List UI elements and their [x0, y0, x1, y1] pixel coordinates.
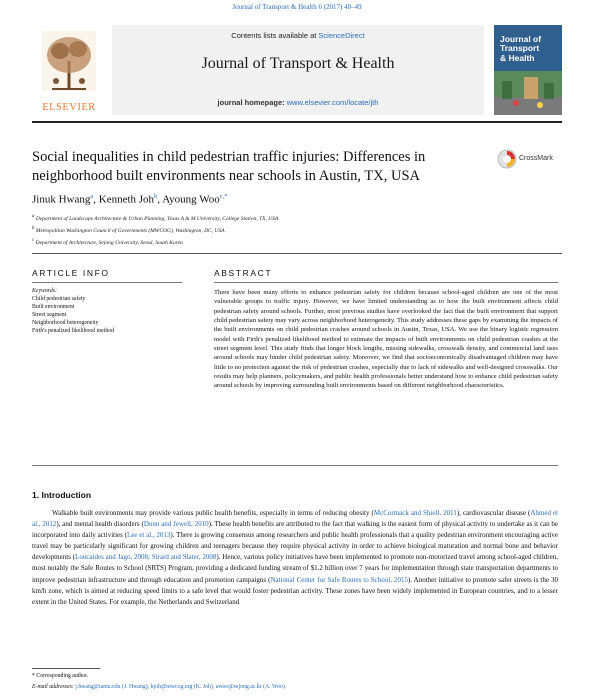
affiliation	[32, 212, 552, 224]
email-label: E-mail addresses:	[32, 684, 74, 690]
journal-citation[interactable]: Journal of Transport & Health 6 (2017) 40–49	[232, 3, 362, 11]
citation-link[interactable]: Loucaides and Jago, 2008; Sirard and Slater, 2008	[75, 553, 217, 562]
citation-link[interactable]: National Center for Safe Routes to School, 2015	[270, 575, 408, 584]
elsevier-logo[interactable]	[32, 25, 106, 115]
cover-photo-icon	[494, 71, 562, 115]
cover-title-line3: & Health	[500, 52, 535, 63]
journal-title: Journal of Transport & Health	[201, 55, 395, 72]
email-addresses[interactable]: j.hwang@tamu.edu (J. Hwang), kjoh@mwcog.org (K. Joh), awoo@sejong.ac.kr (A. Woo).	[75, 684, 287, 690]
keywords-block	[32, 287, 202, 335]
author-affil-marker[interactable]: b	[154, 193, 158, 200]
homepage-line	[112, 98, 484, 107]
contents-line	[112, 31, 484, 40]
author-name[interactable]: Jinuk Hwang	[32, 193, 91, 206]
paragraph-text: ). Another initiative to promote safer streets is the 30 km/h zone, which is aimed at reducing speed limits to a safe level that would foster pedestrian activity. These zones have been widely implemented in European countries, and to a lesser extent in the United States. For example, the Netherlands and Switzerland	[32, 575, 558, 606]
keyword-item: Street segment	[32, 312, 67, 318]
introduction-paragraph	[32, 508, 558, 608]
abstract-bottom-rule	[32, 465, 558, 466]
cover-title	[500, 35, 541, 63]
author-name[interactable]: Kenneth Joh	[98, 193, 155, 206]
keyword-item: Child pedestrian safety	[32, 296, 86, 302]
paragraph-text: ), cardiovascular disease (	[456, 509, 531, 517]
author-affil-marker[interactable]: c,*	[219, 193, 228, 200]
keyword-item: Firth's penalized likelihood method	[32, 328, 115, 334]
article-title: Social inequalities in child pedestrian traffic injuries: Differences in neighborhood built environments near schools in Austin, TX, USA	[32, 149, 426, 184]
contents-prefix: Contents lists available at	[231, 31, 317, 40]
homepage-prefix: journal homepage:	[217, 98, 285, 107]
abstract-heading: ABSTRACT	[214, 268, 273, 278]
sciencedirect-link[interactable]: ScienceDirect	[318, 31, 365, 40]
abstract-text: There have been many efforts to enhance pedestrian safety for children because school-aged children are one of the most vulnerable groups to traffic injury. However, we have limited understanding as to how the built environment affects child pedestrian safety around schools. Further, most previous studies have overlooked the fact that the built environment that support child pedestrian safety may vary across neighborhood heterogeneity. This study addresses these gaps by examining the impacts of the built environments on child pedestrian crashes around schools in Austin, Texas, USA. We use the binary logistic regression model with Firth's penalized likelihood method to estimate the impacts of built environments on child pedestrian crashes at the street segment level. This study finds that longer block lengths, missing sidewalks, crosswalk density, and commercial land uses around schools may hinder child pedestrian safety. Moreover, we find that socioeconomically disadvantaged children may have little to no protection against the risk of pedestrian crashes, especially due to lack of sidewalks and well-designed crosswalks. Our results may help planners, policymakers, and public health professionals better understand how to enhance child pedestrian safety around schools by improving surrounding built environments based on different neighborhood characteristics.	[214, 289, 558, 390]
homepage-link[interactable]: www.elsevier.com/locate/jth	[286, 98, 379, 107]
affiliation-text: Metropolitan Washington Council of Governments (MWCOG), Washington, DC, USA	[35, 228, 225, 235]
cover-title-line2: Transport	[500, 43, 540, 54]
keyword-item: Built environment	[32, 304, 75, 310]
paragraph-text: ). Hence, various policy initiatives have been implemented to promote non-motorized travel among school-aged children, most notably the Safe Routes to School (SRTS) Program, providing a dedicated funding stream of $1.2 billion over 7 years for implementation through state transportation departments to improve pedestrian infrastructure and through education and promotion campaigns (	[32, 553, 558, 584]
affiliation	[32, 236, 552, 248]
elsevier-tree-icon	[42, 31, 96, 91]
crossmark-label: CrossMark	[519, 155, 553, 162]
affiliation	[32, 224, 552, 236]
section-heading-introduction	[32, 490, 91, 500]
affiliation-text: Department of Landscape Architecture & Urban Planning, Texas A & M University, College Station, TX, USA	[35, 215, 279, 222]
affiliation-marker: a	[32, 214, 35, 219]
affiliation-text: Department of Architecture, Sejong University, Seoul, South Korea	[35, 240, 183, 247]
footnote-rule	[32, 668, 100, 669]
citation-link[interactable]: Lee et al., 2013	[126, 531, 171, 540]
crossmark-icon	[497, 149, 517, 169]
header-rule	[32, 121, 562, 123]
citation-link[interactable]: Ahmed et al., 2012	[32, 509, 559, 529]
article-info-rule	[32, 282, 182, 283]
corresponding-author-note: * Corresponding author.	[32, 673, 89, 679]
paragraph-text: Walkable built environments may provide various public health benefits, especially in terms of reducing obesity (	[52, 509, 374, 517]
journal-cover-thumbnail[interactable]	[494, 25, 562, 115]
author-affil-marker[interactable]: a	[90, 193, 94, 200]
keyword-item: Neighborhood heterogeneity	[32, 320, 99, 326]
elsevier-wordmark: ELSEVIER	[42, 102, 96, 113]
journal-header	[32, 25, 562, 115]
affiliation-rule	[32, 253, 562, 254]
author-list: Jinuk Hwang$^a$, Kenneth Joh$^b$, Ayoung Woo$^{c,*}$	[32, 193, 228, 206]
affiliation-marker: c	[32, 238, 35, 244]
cover-title-line1: Journal of	[500, 34, 542, 44]
author-name[interactable]: Ayoung Woo	[162, 193, 220, 206]
paragraph-text: ). There is growing consensus among researchers and public health professionals that a quality pedestrian environment encouraging active travel may be particularly significant for growing children and teenagers because they require physical activity in order to achieve biological maturation and normal bone and behavior developments (	[32, 531, 559, 562]
citation-link[interactable]: McCormack and Shiell, 2011	[373, 509, 457, 517]
paragraph-text: ). These health benefits are attributed to the fact that walking is the easiest form of physical activity to undertake as it can be incorporated into daily activities (	[32, 520, 558, 540]
section-title: Introduction	[41, 490, 92, 500]
paragraph-text: ), and mental health disorders (	[56, 520, 144, 529]
keywords-label: Keywords:	[32, 288, 57, 294]
citation-link[interactable]: Dunn and Jewell, 2010	[143, 520, 209, 529]
journal-info-box	[112, 25, 484, 115]
affiliation-list	[32, 212, 552, 249]
crossmark-badge[interactable]	[497, 149, 572, 171]
affiliation-marker: b	[32, 226, 35, 232]
section-number: 1.	[32, 490, 40, 500]
article-info-heading: ARTICLE INFO	[32, 268, 110, 278]
abstract-rule	[214, 282, 558, 283]
email-footnote	[32, 684, 286, 690]
